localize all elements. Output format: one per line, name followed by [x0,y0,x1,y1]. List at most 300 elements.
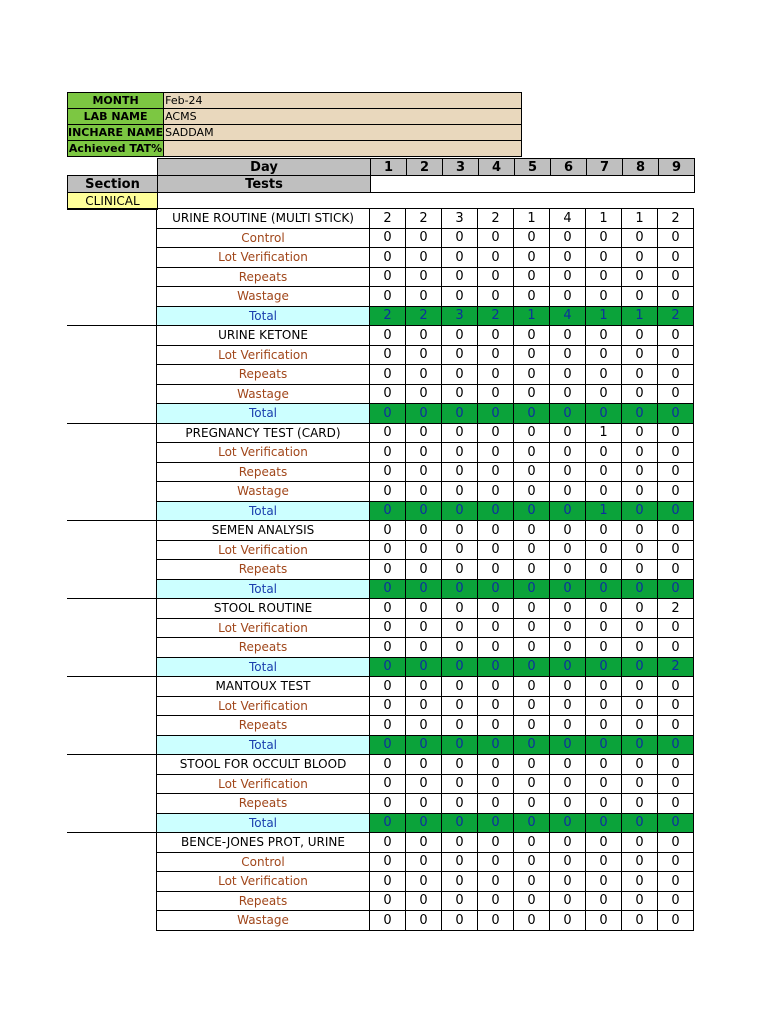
day-value-cell[interactable]: 0 [514,618,550,638]
day-header-8[interactable]: 8 [623,159,659,176]
day-value-cell[interactable]: 0 [406,228,442,248]
day-value-cell[interactable]: 0 [442,462,478,482]
test-name-cell[interactable]: Wastage [157,911,370,931]
day-value-cell[interactable]: 0 [442,872,478,892]
day-value-cell[interactable]: 0 [406,501,442,521]
lab-name-label[interactable]: LAB NAME [68,109,164,125]
day-value-cell[interactable]: 0 [442,365,478,385]
day-value-cell[interactable]: 0 [478,443,514,463]
day-value-cell[interactable]: 0 [478,891,514,911]
day-value-cell[interactable]: 0 [550,911,586,931]
day-value-cell[interactable]: 0 [478,852,514,872]
day-value-cell[interactable]: 0 [586,696,622,716]
day-value-cell[interactable]: 0 [550,618,586,638]
day-value-cell[interactable]: 0 [586,813,622,833]
day-value-cell[interactable]: 0 [478,657,514,677]
test-name-cell[interactable]: Lot Verification [157,540,370,560]
day-value-cell[interactable]: 0 [370,638,406,658]
day-value-cell[interactable]: 0 [406,579,442,599]
day-value-cell[interactable]: 0 [622,443,658,463]
day-value-cell[interactable]: 0 [514,287,550,307]
day-value-cell[interactable]: 0 [658,501,694,521]
section-cell[interactable] [67,579,157,599]
day-value-cell[interactable]: 0 [586,540,622,560]
day-value-cell[interactable]: 0 [658,462,694,482]
test-name-cell[interactable]: Repeats [157,638,370,658]
section-cell[interactable] [67,716,157,736]
day-value-cell[interactable]: 0 [406,872,442,892]
day-value-cell[interactable]: 0 [586,872,622,892]
day-value-cell[interactable]: 0 [622,228,658,248]
test-name-cell[interactable]: Repeats [157,716,370,736]
test-name-cell[interactable]: Lot Verification [157,872,370,892]
day-value-cell[interactable]: 0 [514,443,550,463]
day-value-cell[interactable]: 0 [586,638,622,658]
incharge-label[interactable]: INCHARE NAME [68,126,164,139]
day-value-cell[interactable]: 0 [406,560,442,580]
day-value-cell[interactable]: 0 [478,833,514,853]
day-value-cell[interactable]: 0 [658,228,694,248]
day-value-cell[interactable]: 0 [586,833,622,853]
day-value-cell[interactable]: 0 [622,482,658,502]
test-name-cell[interactable]: Total [157,501,370,521]
day-value-cell[interactable]: 0 [550,365,586,385]
section-cell[interactable] [67,560,157,580]
day-value-cell[interactable]: 0 [550,345,586,365]
day-value-cell[interactable]: 0 [550,677,586,697]
day-value-cell[interactable]: 0 [370,365,406,385]
day-value-cell[interactable]: 2 [658,599,694,619]
day-value-cell[interactable]: 0 [622,638,658,658]
day-value-cell[interactable]: 0 [586,716,622,736]
day-value-cell[interactable]: 0 [514,696,550,716]
day-value-cell[interactable]: 0 [370,248,406,268]
day-value-cell[interactable]: 0 [586,462,622,482]
section-cell[interactable] [67,365,157,385]
day-header-1[interactable]: 1 [371,159,407,176]
day-value-cell[interactable]: 0 [406,657,442,677]
day-value-cell[interactable]: 0 [514,774,550,794]
day-value-cell[interactable]: 0 [658,774,694,794]
section-cell[interactable] [67,443,157,463]
day-value-cell[interactable]: 0 [622,560,658,580]
tests-label[interactable]: Tests [158,176,371,193]
test-name-cell[interactable]: PREGNANCY TEST (CARD) [157,423,370,443]
day-value-cell[interactable]: 0 [586,911,622,931]
section-cell[interactable] [67,638,157,658]
test-name-cell[interactable]: Lot Verification [157,345,370,365]
day-value-cell[interactable]: 0 [406,755,442,775]
day-value-cell[interactable]: 0 [514,326,550,346]
day-value-cell[interactable]: 0 [550,501,586,521]
day-value-cell[interactable]: 0 [586,384,622,404]
section-cell[interactable] [67,774,157,794]
day-value-cell[interactable]: 0 [406,423,442,443]
day-value-cell[interactable]: 0 [514,657,550,677]
test-name-cell[interactable]: Wastage [157,482,370,502]
section-clinical[interactable]: CLINICAL [68,193,158,210]
day-value-cell[interactable]: 0 [370,443,406,463]
day-value-cell[interactable]: 0 [406,521,442,541]
day-value-cell[interactable]: 0 [442,404,478,424]
day-value-cell[interactable]: 0 [370,599,406,619]
day-value-cell[interactable]: 0 [478,735,514,755]
day-value-cell[interactable]: 0 [442,579,478,599]
day-value-cell[interactable]: 1 [586,306,622,326]
day-header-5[interactable]: 5 [515,159,551,176]
day-value-cell[interactable]: 2 [658,209,694,229]
day-value-cell[interactable]: 0 [550,813,586,833]
day-value-cell[interactable]: 0 [406,638,442,658]
day-value-cell[interactable]: 0 [586,345,622,365]
day-value-cell[interactable]: 0 [406,911,442,931]
day-value-cell[interactable]: 0 [370,462,406,482]
day-value-cell[interactable]: 0 [550,443,586,463]
day-header-4[interactable]: 4 [479,159,515,176]
day-value-cell[interactable]: 0 [622,872,658,892]
day-value-cell[interactable]: 0 [550,794,586,814]
section-cell[interactable] [67,677,157,697]
day-value-cell[interactable]: 0 [586,657,622,677]
day-value-cell[interactable]: 0 [478,462,514,482]
day-value-cell[interactable]: 0 [658,872,694,892]
day-value-cell[interactable]: 0 [514,638,550,658]
day-value-cell[interactable]: 0 [622,852,658,872]
test-name-cell[interactable]: Wastage [157,384,370,404]
day-value-cell[interactable]: 0 [478,345,514,365]
day-value-cell[interactable]: 4 [550,209,586,229]
day-value-cell[interactable]: 0 [550,755,586,775]
day-value-cell[interactable]: 2 [370,209,406,229]
day-value-cell[interactable]: 0 [478,599,514,619]
incharge-value[interactable]: SADDAM [164,125,522,141]
day-value-cell[interactable]: 0 [478,521,514,541]
day-value-cell[interactable]: 0 [370,423,406,443]
lab-name-value[interactable]: ACMS [164,109,522,125]
day-value-cell[interactable]: 0 [622,696,658,716]
day-value-cell[interactable]: 0 [406,462,442,482]
day-value-cell[interactable]: 0 [406,365,442,385]
day-value-cell[interactable]: 0 [514,794,550,814]
day-value-cell[interactable]: 0 [658,443,694,463]
day-value-cell[interactable]: 0 [550,404,586,424]
day-value-cell[interactable]: 0 [586,326,622,346]
day-value-cell[interactable]: 0 [442,599,478,619]
day-value-cell[interactable]: 0 [442,891,478,911]
day-value-cell[interactable]: 0 [478,618,514,638]
day-value-cell[interactable]: 0 [550,228,586,248]
day-value-cell[interactable]: 0 [442,345,478,365]
day-value-cell[interactable]: 0 [658,326,694,346]
day-value-cell[interactable]: 0 [658,638,694,658]
day-value-cell[interactable]: 0 [622,891,658,911]
day-value-cell[interactable]: 2 [658,657,694,677]
day-header-3[interactable]: 3 [443,159,479,176]
day-value-cell[interactable]: 0 [514,345,550,365]
day-value-cell[interactable]: 1 [586,501,622,521]
day-value-cell[interactable]: 0 [658,365,694,385]
day-value-cell[interactable]: 0 [550,287,586,307]
day-value-cell[interactable]: 0 [442,228,478,248]
test-name-cell[interactable]: MANTOUX TEST [157,677,370,697]
day-value-cell[interactable]: 0 [370,618,406,638]
day-value-cell[interactable]: 0 [658,891,694,911]
day-value-cell[interactable]: 0 [370,696,406,716]
day-value-cell[interactable]: 0 [478,677,514,697]
day-value-cell[interactable]: 0 [514,404,550,424]
day-value-cell[interactable]: 0 [370,872,406,892]
day-value-cell[interactable]: 0 [514,248,550,268]
day-value-cell[interactable]: 0 [406,794,442,814]
day-value-cell[interactable]: 0 [622,911,658,931]
day-value-cell[interactable]: 0 [658,287,694,307]
day-value-cell[interactable]: 0 [586,267,622,287]
day-value-cell[interactable]: 0 [550,579,586,599]
month-label[interactable]: MONTH [68,93,164,109]
section-cell[interactable] [67,813,157,833]
day-value-cell[interactable]: 0 [550,872,586,892]
day-value-cell[interactable]: 0 [514,462,550,482]
day-value-cell[interactable]: 0 [586,852,622,872]
day-value-cell[interactable]: 0 [514,852,550,872]
day-value-cell[interactable]: 1 [622,306,658,326]
day-value-cell[interactable]: 0 [622,365,658,385]
day-value-cell[interactable]: 0 [550,696,586,716]
day-value-cell[interactable]: 0 [442,267,478,287]
day-value-cell[interactable]: 0 [622,735,658,755]
day-value-cell[interactable]: 0 [478,794,514,814]
day-value-cell[interactable]: 0 [514,267,550,287]
day-value-cell[interactable]: 0 [550,384,586,404]
section-cell[interactable] [67,599,157,619]
day-value-cell[interactable]: 0 [442,716,478,736]
day-value-cell[interactable]: 0 [586,735,622,755]
day-value-cell[interactable]: 0 [406,267,442,287]
day-value-cell[interactable]: 0 [370,813,406,833]
day-value-cell[interactable]: 0 [478,696,514,716]
test-name-cell[interactable]: Lot Verification [157,618,370,638]
day-value-cell[interactable]: 0 [406,482,442,502]
day-value-cell[interactable]: 0 [514,521,550,541]
day-value-cell[interactable]: 1 [586,423,622,443]
day-value-cell[interactable]: 0 [550,540,586,560]
day-value-cell[interactable]: 0 [406,891,442,911]
day-value-cell[interactable]: 0 [622,657,658,677]
day-value-cell[interactable]: 4 [550,306,586,326]
section-cell[interactable] [67,521,157,541]
day-value-cell[interactable]: 1 [514,306,550,326]
day-value-cell[interactable]: 0 [658,423,694,443]
day-value-cell[interactable]: 0 [658,755,694,775]
day-value-cell[interactable]: 0 [586,287,622,307]
day-value-cell[interactable]: 0 [550,326,586,346]
tat-value[interactable] [164,141,522,157]
day-value-cell[interactable]: 0 [406,833,442,853]
day-value-cell[interactable]: 0 [550,852,586,872]
day-value-cell[interactable]: 0 [370,716,406,736]
day-value-cell[interactable]: 0 [586,248,622,268]
section-cell[interactable] [67,891,157,911]
day-value-cell[interactable]: 0 [622,326,658,346]
test-name-cell[interactable]: Total [157,813,370,833]
section-cell[interactable] [67,696,157,716]
day-value-cell[interactable]: 0 [370,560,406,580]
test-name-cell[interactable]: Total [157,306,370,326]
day-value-cell[interactable]: 0 [514,482,550,502]
day-value-cell[interactable]: 0 [370,384,406,404]
day-value-cell[interactable]: 0 [658,345,694,365]
day-header-6[interactable]: 6 [551,159,587,176]
day-value-cell[interactable]: 0 [622,716,658,736]
day-value-cell[interactable]: 0 [478,248,514,268]
header-blank-cell[interactable] [68,159,158,176]
section-cell[interactable] [67,228,157,248]
day-value-cell[interactable]: 0 [406,735,442,755]
day-value-cell[interactable]: 0 [478,579,514,599]
section-cell[interactable] [67,462,157,482]
day-value-cell[interactable]: 0 [658,716,694,736]
section-cell[interactable] [67,423,157,443]
day-value-cell[interactable]: 0 [478,560,514,580]
day-value-cell[interactable]: 0 [442,833,478,853]
day-value-cell[interactable]: 0 [442,755,478,775]
day-value-cell[interactable]: 0 [442,774,478,794]
day-value-cell[interactable]: 0 [514,423,550,443]
day-value-cell[interactable]: 0 [550,891,586,911]
test-name-cell[interactable]: URINE ROUTINE (MULTI STICK) [157,209,370,229]
day-value-cell[interactable]: 0 [442,521,478,541]
test-name-cell[interactable]: Control [157,228,370,248]
section-cell[interactable] [67,482,157,502]
test-name-cell[interactable]: Total [157,657,370,677]
test-name-cell[interactable]: Control [157,852,370,872]
day-value-cell[interactable]: 0 [370,267,406,287]
day-value-cell[interactable]: 0 [478,228,514,248]
day-value-cell[interactable]: 2 [370,306,406,326]
day-value-cell[interactable]: 0 [622,404,658,424]
day-value-cell[interactable]: 0 [514,677,550,697]
day-value-cell[interactable]: 0 [442,501,478,521]
day-value-cell[interactable]: 0 [406,404,442,424]
day-value-cell[interactable]: 2 [406,209,442,229]
day-value-cell[interactable]: 0 [658,794,694,814]
day-value-cell[interactable]: 0 [478,365,514,385]
day-value-cell[interactable]: 0 [514,813,550,833]
section-cell[interactable] [67,755,157,775]
day-value-cell[interactable]: 0 [586,794,622,814]
day-value-cell[interactable]: 0 [406,618,442,638]
day-value-cell[interactable]: 0 [370,911,406,931]
test-name-cell[interactable]: STOOL ROUTINE [157,599,370,619]
day-value-cell[interactable]: 0 [658,579,694,599]
day-value-cell[interactable]: 0 [514,560,550,580]
day-value-cell[interactable]: 0 [514,540,550,560]
day-value-cell[interactable]: 0 [442,287,478,307]
day-value-cell[interactable]: 0 [478,911,514,931]
day-value-cell[interactable]: 0 [370,794,406,814]
day-value-cell[interactable]: 0 [586,774,622,794]
section-cell[interactable] [67,404,157,424]
day-value-cell[interactable]: 0 [370,774,406,794]
day-value-cell[interactable]: 0 [514,579,550,599]
day-value-cell[interactable]: 0 [478,482,514,502]
day-value-cell[interactable]: 0 [406,248,442,268]
day-value-cell[interactable]: 0 [406,287,442,307]
day-value-cell[interactable]: 0 [370,833,406,853]
day-value-cell[interactable]: 0 [658,813,694,833]
section-cell[interactable] [67,735,157,755]
day-header-2[interactable]: 2 [407,159,443,176]
day-value-cell[interactable]: 0 [514,365,550,385]
day-value-cell[interactable]: 0 [622,540,658,560]
day-value-cell[interactable]: 0 [478,872,514,892]
day-value-cell[interactable]: 0 [442,618,478,638]
test-name-cell[interactable]: Lot Verification [157,443,370,463]
day-value-cell[interactable]: 1 [622,209,658,229]
day-value-cell[interactable]: 0 [406,443,442,463]
day-value-cell[interactable]: 0 [442,657,478,677]
day-value-cell[interactable]: 0 [442,852,478,872]
day-value-cell[interactable]: 0 [658,482,694,502]
day-value-cell[interactable]: 0 [658,735,694,755]
day-value-cell[interactable]: 0 [514,384,550,404]
day-value-cell[interactable]: 0 [658,560,694,580]
test-name-cell[interactable]: Repeats [157,794,370,814]
day-value-cell[interactable]: 0 [478,404,514,424]
day-value-cell[interactable]: 0 [586,228,622,248]
day-value-cell[interactable]: 0 [442,326,478,346]
day-value-cell[interactable]: 0 [514,716,550,736]
day-value-cell[interactable]: 0 [406,716,442,736]
section-cell[interactable] [67,657,157,677]
test-name-cell[interactable]: Repeats [157,267,370,287]
section-cell[interactable] [67,209,157,229]
section-cell[interactable] [67,384,157,404]
day-value-cell[interactable]: 0 [406,774,442,794]
day-value-cell[interactable]: 0 [370,891,406,911]
day-value-cell[interactable]: 0 [550,482,586,502]
day-value-cell[interactable]: 0 [370,228,406,248]
day-value-cell[interactable]: 0 [406,326,442,346]
section-cell[interactable] [67,852,157,872]
section-cell[interactable] [67,794,157,814]
section-cell[interactable] [67,248,157,268]
day-value-cell[interactable]: 3 [442,209,478,229]
day-value-cell[interactable]: 0 [586,891,622,911]
day-value-cell[interactable]: 0 [514,891,550,911]
day-value-cell[interactable]: 0 [370,755,406,775]
day-value-cell[interactable]: 0 [550,657,586,677]
day-value-cell[interactable]: 0 [586,755,622,775]
day-value-cell[interactable]: 0 [370,326,406,346]
day-value-cell[interactable]: 0 [550,599,586,619]
test-name-cell[interactable]: Repeats [157,365,370,385]
day-value-cell[interactable]: 0 [514,755,550,775]
test-name-cell[interactable]: Lot Verification [157,696,370,716]
day-value-cell[interactable]: 0 [550,521,586,541]
day-value-cell[interactable]: 0 [622,618,658,638]
day-value-cell[interactable]: 0 [622,813,658,833]
day-value-cell[interactable]: 0 [550,638,586,658]
day-value-cell[interactable]: 0 [514,735,550,755]
day-value-cell[interactable]: 0 [370,404,406,424]
day-value-cell[interactable]: 0 [478,638,514,658]
day-value-cell[interactable]: 0 [550,833,586,853]
test-name-cell[interactable]: Repeats [157,462,370,482]
day-value-cell[interactable]: 0 [442,384,478,404]
day-value-cell[interactable]: 0 [406,852,442,872]
day-value-cell[interactable]: 0 [658,852,694,872]
